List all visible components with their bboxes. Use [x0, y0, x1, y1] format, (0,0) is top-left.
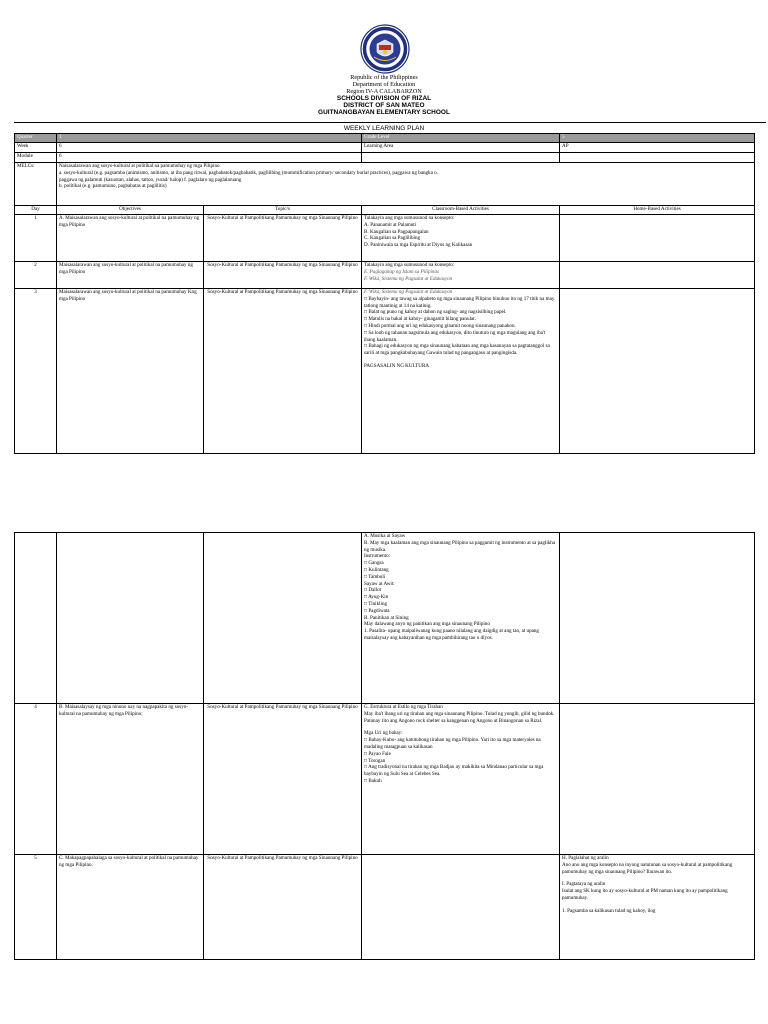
table-row: [15, 215, 755, 262]
home-cell: [560, 262, 755, 289]
week-value: 6: [57, 143, 362, 153]
topic-cell: Sosyo-Kultural at Pampolitikang Pamumuhay ng mga Sinaunang Pilipino: [204, 215, 362, 262]
col-classroom: Classroom-Based Activities: [362, 206, 560, 215]
header-divider: [14, 122, 766, 123]
region-line: Region IV-A CALABARZON: [346, 88, 422, 95]
module-row: [15, 153, 755, 163]
table-row: [15, 704, 755, 855]
objectives-cell: Maisasalarawan ang sosyo-kultural at politikal na pamumuhay Kng mga Pilipino: [57, 289, 204, 454]
objectives-cell: A. Maisasalarawan ang sosyo-kultural at politikal na pamumuhay ng mga Pilipino: [57, 215, 204, 262]
home-cell: [560, 533, 755, 704]
melc-content: Naisasalarawan ang sosyo-kultural at politikal na pamumuhay ng mga Pilipino a. sosyo-kultural (e.g. pagsamba (animismo, anitismo, at iba pang ritwal, pagbabatok/pagbabatik, paglilibing (mummification primary/ secondary burial practices), paggawa ng bangka o. paggawa ng palamuti (kasuotan, alahas, tattoo, yurad/ halop) f. paglalaro ng paglalaruang b. politikal (e.g. pamumuno, pagbabatas at paglilitis): [57, 163, 755, 206]
topic-cell: Sosyo-Kultural at Pampolitikang Pamumuhay ng mga Sinaunang Pilipino: [204, 704, 362, 855]
week-label: Week: [15, 143, 57, 153]
module-value: 6: [57, 153, 362, 163]
module-label: Module: [15, 153, 57, 163]
learning-plan-table: [14, 133, 755, 454]
home-cell: [560, 704, 755, 855]
col-day: Day: [15, 206, 57, 215]
day-cell: [15, 533, 57, 704]
objectives-cell: Maisasalarawan ang sosyo-kultural at politikal na pamumuhay ng mga Pilipino: [57, 262, 204, 289]
day-cell: 3: [15, 289, 57, 454]
school-line: GUITNANGBAYAN ELEMENTARY SCHOOL: [318, 109, 450, 116]
home-cell: [560, 289, 755, 454]
day-cell: 4: [15, 704, 57, 855]
topic-cell: [204, 533, 362, 704]
classroom-cell: G. Estruktura at Estilo ng mga Tirahan May iba't ibang uri ng tirahan ang mga sinaunang Pilipino. Tulad ng yungib, gilid ng bundok. Patunay rito ang Angono rock shelter sa kanggenan ng Angono at Binangonan sa Rizal. Mga Uri ng bahay: □ Bahay-Kubo- ang katutubong tirahan ng mga Pilipino. Yari ito sa mga materyales na madaling matagpuan sa kalikasan □ Payao Fale □ Torogan □ Ang tradisyonal na tirahan ng mga Badjao ay makikita sa Mindanao particular sa mga baybayin ng Sulu Sea at Celebes Sea. □ Bakuh: [362, 704, 560, 855]
plan-title: WEEKLY LEARNING PLAN: [343, 125, 425, 132]
quarter-row: [15, 134, 755, 143]
department-line: Department of Education: [352, 81, 416, 88]
day-cell: 5: [15, 855, 57, 960]
table-row: [15, 289, 755, 454]
topic-cell: Sosyo-Kultural at Pampolitikang Pamumuhay ng mga Sinaunang Pilipino: [204, 855, 362, 960]
area-value: AP: [560, 143, 755, 153]
week-row: [15, 143, 755, 153]
table-row: [15, 262, 755, 289]
col-objectives: Objectives: [57, 206, 204, 215]
col-topic: Topic/s: [204, 206, 362, 215]
table-row: [15, 533, 755, 704]
district-line: DISTRICT OF SAN MATEO: [343, 102, 425, 109]
objectives-cell: C. Makapagpapahalaga sa sosyo-kultural at politikal na pamumuhay ng mga Pilipino.: [57, 855, 204, 960]
objectives-cell: [57, 533, 204, 704]
objectives-cell: B. Maisasalaysay ng mga ninuno nay na nagpapakita ng sosyo-kultural na pamumuhay ng mga Pilipino;: [57, 704, 204, 855]
grade-label: Grade Level: [362, 134, 560, 143]
classroom-cell: Talakayin ang mga sumusunod na konsepto: A. Pananamit at Palamuti B. Kaugalian sa Pagpapangalan C. Kaugalian sa Paglilibing D. Paniniwala sa mga Espiritu at Diyos ng Kalikasan: [362, 215, 560, 262]
home-cell: [560, 215, 755, 262]
learning-plan-table-continued: [14, 532, 755, 960]
classroom-cell: F. Wika, Sistema ng Pagsulat at Edukasyon □ Baybayin- ang tawag sa alpabeto ng mga sinaunang Pilipino binubuo ito ng 17 titik na may tatlong mantinig at 14 na katinig. □ Balat ng puno ng kahoy at dahon ng saging- ang nagsisilbing papel. □ Matulis na bakal at kahoy- ginagamit bilang panulat. □ Hindi pormal ang uri ng edukasyong ginamit noong sinaunang panahon. □ Sa loob ng tahanan nagsimula ang edukasyon, dito tinuturo ng mga magulang ang iba't ibang kaalaman. □ Bahagi ng edukasyon ng mga sinaunang kabataan ang mga kasanayan sa pagtatanggol sa sarili at mga pangkabuhayang Gawain tulad ng pangangaso at pangingisda. PAGSASALIN NG KULTURA: [362, 289, 560, 454]
republic-line: Republic of the Philippines: [350, 74, 418, 81]
column-header-row: [15, 206, 755, 215]
division-line: SCHOOLS DIVISION OF RIZAL: [336, 95, 432, 102]
classroom-cell: [362, 855, 560, 960]
melc-label: MELCs:: [15, 163, 57, 206]
day-cell: 2: [15, 262, 57, 289]
topic-cell: Sosyo-Kultural at Pampolitikang Pamumuhay ng mga Sinaunang Pilipino: [204, 289, 362, 454]
quarter-label: Quarter: [15, 134, 57, 143]
classroom-cell: Talakayin ang mga sumusunod na konsepto: E. Paglaganap ng Islam sa Pilipinas F. Wika, Sistema ng Pagsulat at Edukasyon: [362, 262, 560, 289]
deped-seal-icon: [360, 24, 410, 74]
grade-value: 5: [560, 134, 755, 143]
classroom-cell: A. Musika at Sayaw B. May mga kaalaman ang mga sinaunang Pilipino sa paggamit ng instrumento at sa paglikha ng musika. Instrumento: □ Gangsa □ Kulintang □ Tambuli Sayaw at Awit: □ Dallot □ Ayug-Kin □ Tinikling □ Pagdiwata B. Panitikan at Sining May dalawang anyo ng panitikan ang mga sinaunang Pilipino 1. Pasalita- upang maipaliwanag kung paano nilalang ang daigdig at ang tao, at upang maisalaysay ang kabayanihan ng mga pambihirang tao o diyos.: [362, 533, 560, 704]
melc-row: [15, 163, 755, 206]
area-label: Learning Area: [362, 143, 560, 153]
topic-cell: Sosyo-Kultural at Pampolitikang Pamumuhay ng mga Sinaunang Pilipino: [204, 262, 362, 289]
quarter-value: 1: [57, 134, 362, 143]
table-row: [15, 855, 755, 960]
home-cell: H. Paglalahat ng aralin Ano ano ang mga konsepto na inyong natutunan sa sosyo-kultural at pampolitikang pamumuhay ng mga sinaunang Pilipino? Ilarawan ito. I. Pagtataya ng aralin Isulat ang SK kung ito ay sosyo-kultural at PM naman kung ito ay pampolitikang pamumuhay. 1. Pagsamba sa kalikasan tulad ng kahoy, ilog: [560, 855, 755, 960]
col-home: Home-Based Activities: [560, 206, 755, 215]
day-cell: 1: [15, 215, 57, 262]
